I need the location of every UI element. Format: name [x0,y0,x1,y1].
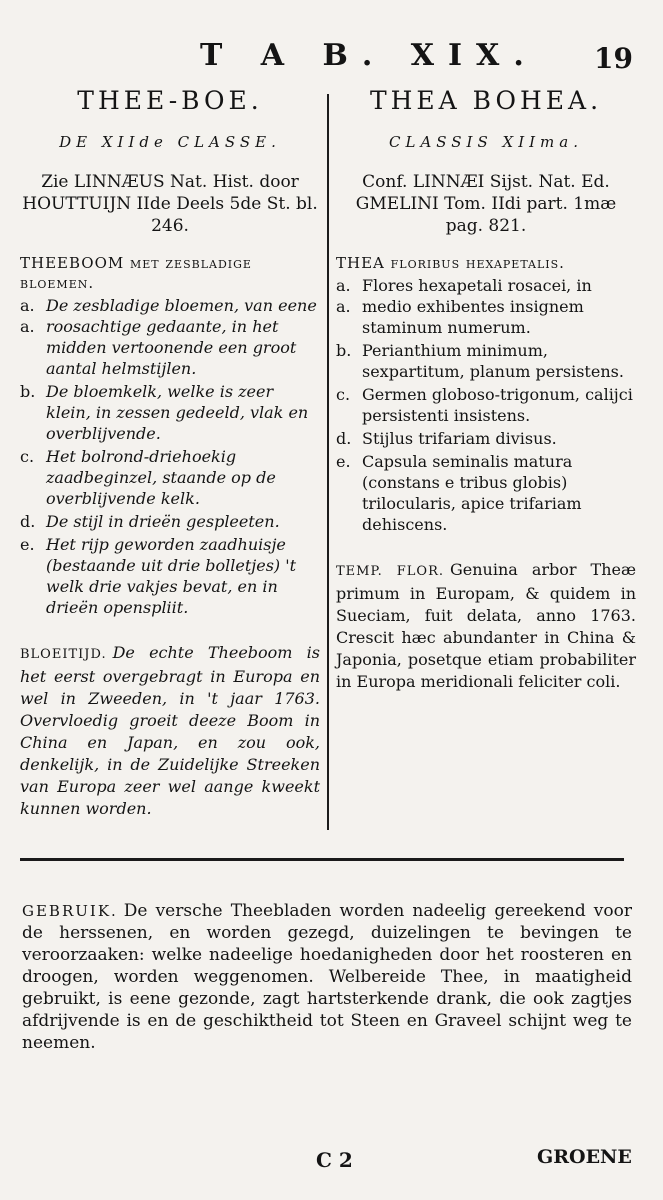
dutch-flowering-label: BLOEITIJD. [20,647,107,662]
latin-flowering-paragraph [336,559,636,693]
item-label: c. [20,447,35,466]
item-text: Het bolrond-driehoekig zaadbeginzel, staande op de overblijvende kelk. [46,447,276,508]
latin-class-line: CLASSIS XIIma. [389,133,583,151]
list-item [336,340,636,382]
item-label: b. [20,382,36,401]
item-text: Flores hexapetali rosacei, in medio exhibentes insignem staminum numerum. [362,276,592,337]
list-item [20,381,320,444]
usage-text: De versche Theebladen worden nadeelig gereekend voor de herssenen, en worden gezegd, duizelingen te bevingen te veroorzaaken: welke nadeelige hoedanigheden door het roosteren en droogen, worden weggenomen. Welbereide Thee, in maatigheid gebruikt, is eene gezonde, zagt hartsterkende drank, die ook zagtjes afdrijvende is en de geschiktheid tot Steen en Graveel schijnt weg te neemen. [22,901,632,1053]
item-label: d. [20,512,36,531]
page-header [0,38,663,74]
usage-paragraph [22,900,632,1054]
signature-mark: C 2 [316,1148,353,1172]
item-label: a. a. [336,276,351,316]
latin-title: THEA BOHEA. [369,86,603,115]
item-text: Het rijp geworden zaadhuisje (bestaande uit drie bolletjes) 't welk drie vakjes bevat, en in drieën openspliit. [46,535,297,617]
item-text: De zesbladige bloemen, van eene roosachtige gedaante, in het midden vertoonende een groot aantal helmstijlen. [46,296,317,378]
item-text: Capsula seminalis matura (constans e tribus globis) trilocularis, apice trifariam dehiscens. [362,452,582,534]
list-item [336,384,636,426]
dutch-class-line: DE XIIde CLASSE. [59,133,281,151]
dutch-flowering-paragraph [20,642,320,820]
plate-number: T A B. XIX. [200,38,538,73]
dutch-title: THEE-BOE. [77,86,263,115]
catchword: GROENE [537,1146,632,1168]
list-item [20,295,320,379]
item-text: Perianthium minimum, sexpartitum, planum persistens. [362,341,624,381]
item-text: Germen globoso-trigonum, calijci persistenti insistens. [362,385,633,425]
list-item [336,428,636,449]
latin-reference: Conf. LINNÆI Sijst. Nat. Ed. GMELINI Tom. IIdi part. 1mæ pag. 821. [355,172,617,236]
item-label: e. [20,535,35,554]
dutch-flowering-text: De echte Theeboom is het eerst overgebragt in Europa en wel in Zweeden, in 't jaar 1763. Overvloedig groeit deeze Boom in China en Japan, en zou ook, denkelijk, in de Zuidelijke Streeken van Europa zeer wel aange kweekt kunnen worden. [20,643,320,818]
latin-flowering-label: TEMP. FLOR. [336,564,444,579]
dutch-item-list [20,295,320,618]
item-text: De bloemkelk, welke is zeer klein, in zessen gedeeld, vlak en overblijvende. [46,382,309,443]
item-label: c. [336,385,351,404]
dutch-column [20,86,320,820]
page-number: 19 [594,42,633,75]
list-item [20,511,320,532]
dutch-reference: Zie LINNÆUS Nat. Hist. door HOUTTUIJN IIde Deels 5de St. bl. 246. [22,172,318,236]
latin-column [336,86,636,693]
list-item [336,451,636,535]
list-item [20,446,320,509]
latin-flowering-text: Genuina arbor Theæ primum in Europam, & quidem in Sueciam, fuit delata, anno 1763. Crescit hæc abundanter in China & Japonia, posetque etiam probabiliter in Europa meridionali feliciter coli. [336,560,636,691]
item-label: b. [336,341,352,360]
item-label: e. [336,452,351,471]
latin-species-line: THEA floribus hexapetalis. [336,254,565,272]
usage-label: GEBRUIK. [22,902,118,920]
column-divider [327,94,329,830]
list-item [20,534,320,618]
item-text: Stijlus trifariam divisus. [362,429,557,448]
latin-item-list [336,275,636,535]
item-label: a. a. [20,296,35,336]
dutch-species-line: THEEBOOM met zesbladige bloemen. [20,254,252,292]
item-label: d. [336,429,352,448]
list-item [336,275,636,338]
item-text: De stijl in drieën gespleeten. [46,512,280,531]
horizontal-rule [20,858,624,861]
